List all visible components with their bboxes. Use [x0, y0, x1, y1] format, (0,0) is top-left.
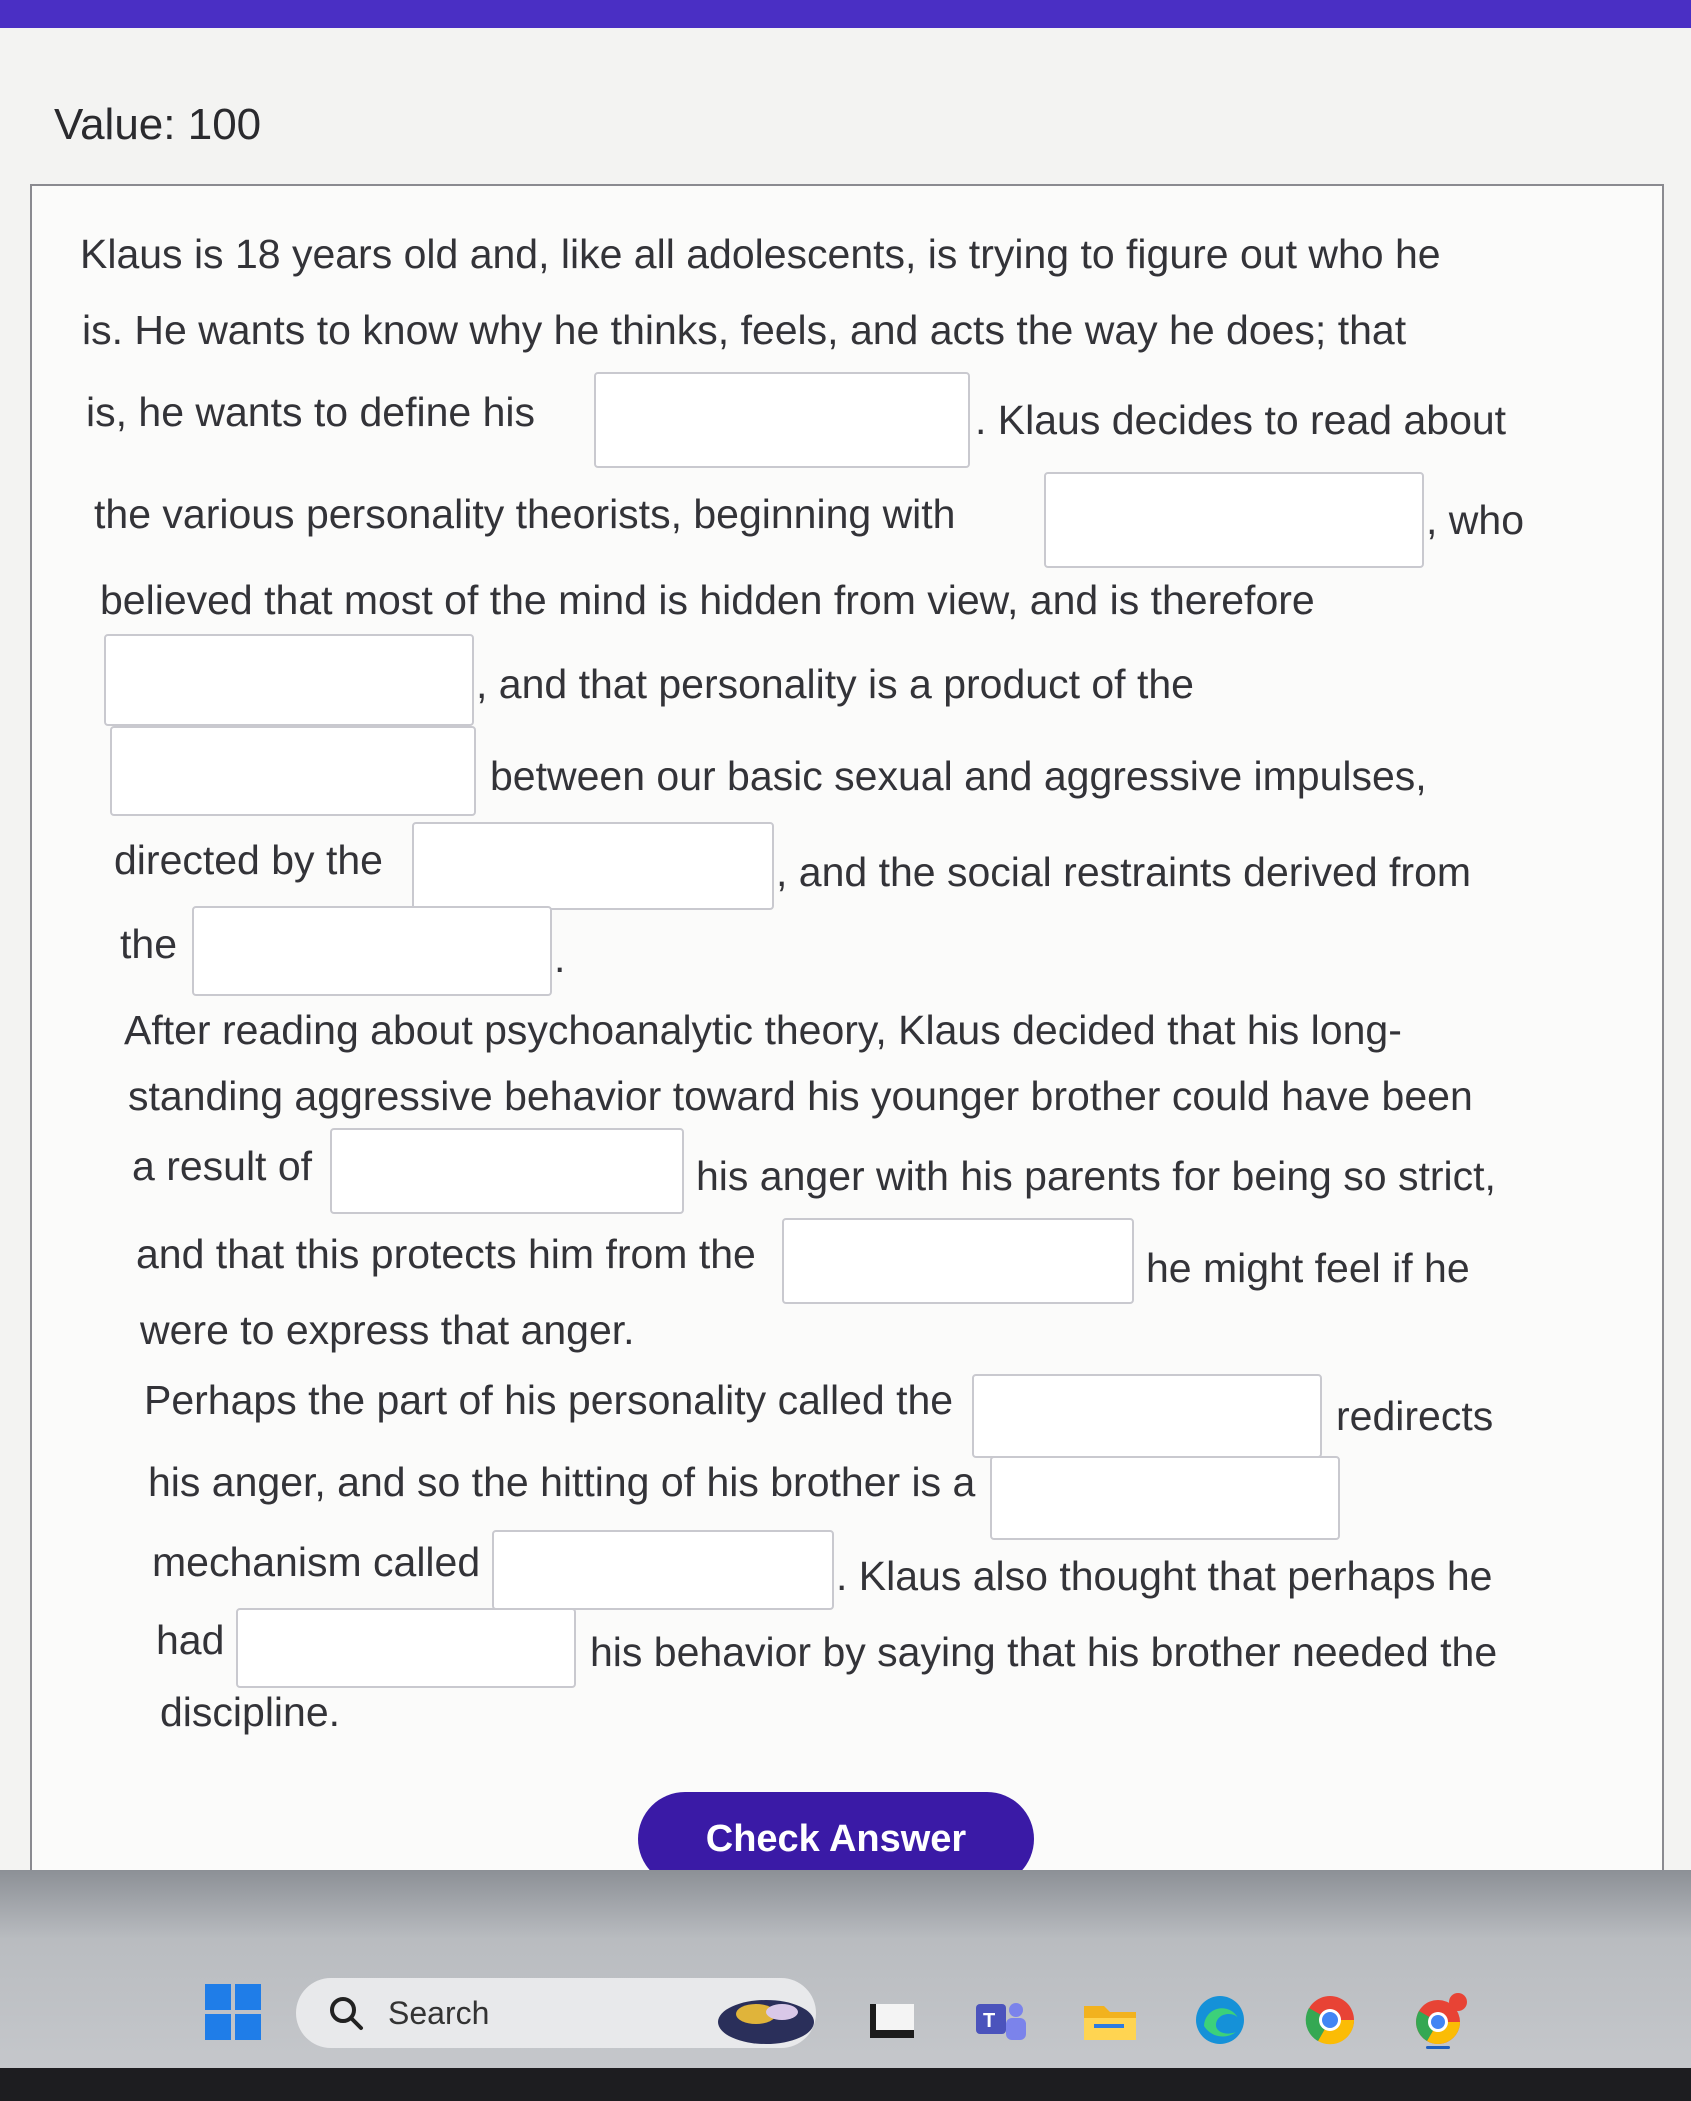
question-text-line: believed that most of the mind is hidden from view, and is therefore	[100, 577, 1315, 623]
question-text-line: he might feel if he	[1146, 1245, 1470, 1291]
blank-feeling[interactable]	[782, 1218, 1134, 1304]
question-text-line: had	[156, 1617, 225, 1663]
question-text-line: mechanism called	[152, 1539, 481, 1585]
value-label: Value: 100	[54, 100, 262, 149]
taskbar-bottom-strip	[0, 2068, 1691, 2101]
blank-hidden-mind[interactable]	[104, 634, 474, 726]
top-bar	[0, 0, 1691, 28]
chrome-icon[interactable]	[1300, 1990, 1360, 2050]
question-text-line: and that this protects him from the	[136, 1231, 756, 1277]
blank-justification[interactable]	[236, 1608, 576, 1688]
question-text-line: the various personality theorists, beginning with	[94, 491, 956, 537]
question-text-line: the	[120, 921, 177, 967]
edge-browser-icon[interactable]	[1190, 1990, 1250, 2050]
chrome-profile-icon[interactable]	[1410, 1990, 1470, 2050]
question-text-line: Perhaps the part of his personality called the	[144, 1377, 954, 1423]
teams-icon[interactable]	[970, 1990, 1030, 2050]
question-text-line: directed by the	[114, 837, 383, 883]
question-text-line: , and the social restraints derived from	[776, 849, 1472, 895]
question-text-line: were to express that anger.	[140, 1307, 635, 1353]
question-text-line: is. He wants to know why he thinks, feels, and acts the way he does; that	[82, 307, 1407, 353]
svg-text:T: T	[983, 2010, 996, 2032]
blank-impulse-source[interactable]	[412, 822, 774, 910]
search-icon	[326, 1993, 366, 2033]
question-text-line: Klaus is 18 years old and, like all adolescents, is trying to figure out who he	[80, 231, 1441, 277]
question-text-line: his behavior by saying that his brother needed the	[590, 1629, 1498, 1675]
blank-defense-displacing[interactable]	[330, 1128, 684, 1214]
blank-theorist[interactable]	[1044, 472, 1424, 568]
check-answer-button[interactable]: Check Answer	[638, 1792, 1034, 1870]
question-text-line: .	[554, 935, 566, 981]
windows-start-icon[interactable]	[205, 1984, 261, 2040]
blank-conflict[interactable]	[110, 726, 476, 816]
question-text-line: discipline.	[160, 1689, 341, 1735]
widgets-icon[interactable]	[716, 1992, 816, 2048]
file-explorer-icon[interactable]	[1080, 1990, 1140, 2050]
question-text-line: redirects	[1336, 1393, 1494, 1439]
question-text-line: , and that personality is a product of the	[476, 661, 1194, 707]
blank-personality-part[interactable]	[972, 1374, 1322, 1458]
blank-mechanism-type[interactable]	[990, 1456, 1340, 1540]
question-text-line: between our basic sexual and aggressive impulses,	[490, 753, 1427, 799]
search-label: Search	[388, 1994, 490, 2031]
question-text-line: , who	[1426, 497, 1524, 543]
question-text-line: . Klaus also thought that perhaps he	[836, 1553, 1493, 1599]
question-text-line: is, he wants to define his	[86, 389, 535, 435]
blank-self-concept[interactable]	[594, 372, 970, 468]
question-text-line: his anger with his parents for being so strict,	[696, 1153, 1496, 1199]
question-text-line: . Klaus decides to read about	[975, 397, 1507, 443]
blank-restraint-source[interactable]	[192, 906, 552, 996]
task-view-icon[interactable]	[862, 1990, 922, 2050]
question-text-line: a result of	[132, 1143, 313, 1189]
question-text-line: standing aggressive behavior toward his younger brother could have been	[128, 1073, 1473, 1119]
blank-mechanism-name[interactable]	[492, 1530, 834, 1610]
question-text-line: his anger, and so the hitting of his brother is a	[148, 1459, 976, 1505]
question-text-line: After reading about psychoanalytic theory, Klaus decided that his long-	[124, 1007, 1402, 1053]
